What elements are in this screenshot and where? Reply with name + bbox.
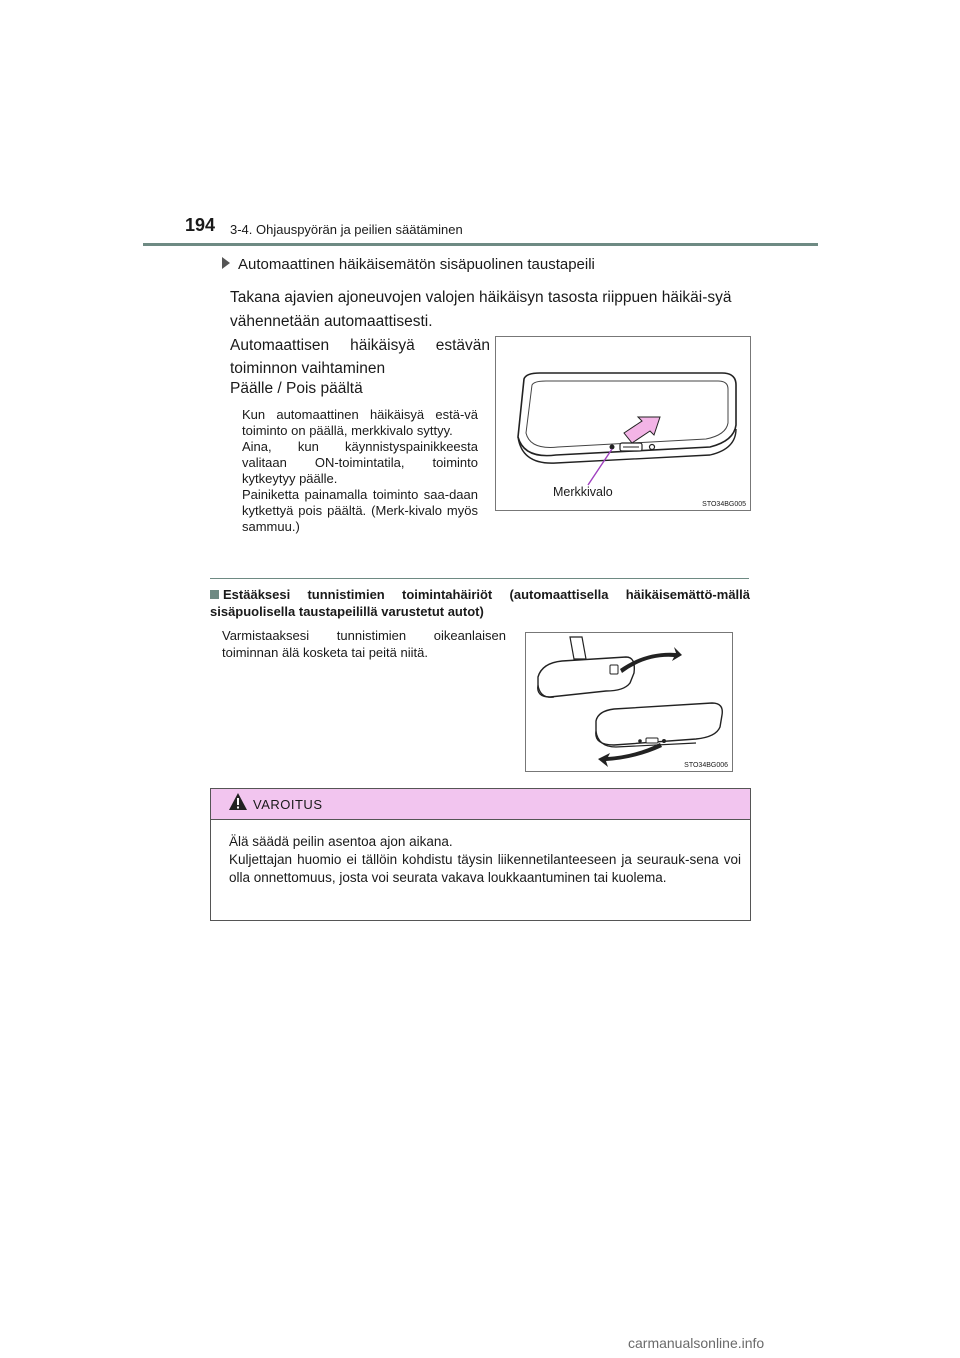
figure-code: STO34BG006 xyxy=(684,762,728,769)
warning-header xyxy=(211,789,750,820)
section-title: 3-4. Ohjauspyörän ja peilien säätäminen xyxy=(230,222,463,237)
watermark: carmanualsonline.info xyxy=(628,1335,765,1351)
on-off-label: Päälle / Pois päältä xyxy=(230,380,363,397)
note-body: Varmistaaksesi tunnistimien oikeanlaisen toiminnan älä kosketa tai peitä niitä. xyxy=(222,628,506,660)
warning-text: Älä säädä peilin asentoa ajon aikana. Kuljettajan huomio ei tällöin kohdistu täysin liikennetilanteeseen ja seurauk-sena voi olla onnettomuus, josta voi seurata vakava loukkaantuminen tai kuolema. xyxy=(229,834,741,885)
sensor-figure xyxy=(525,632,733,772)
warning-box xyxy=(210,788,751,921)
header-divider xyxy=(143,243,818,246)
triangle-bullet-icon xyxy=(222,257,230,269)
figure-code: STO34BG005 xyxy=(702,501,746,508)
description-text: Kun automaattinen häikäisyä estä-vä toiminto on päällä, merkkivalo syttyy. Aina, kun käynnistyspainikkeesta valitaan ON-toimintatila, toiminto kytkeytyy päälle. Painiketta painamalla toiminto saa-daan kytkettyä pois päältä. (Merk-kivalo myös sammuu.) xyxy=(242,407,478,534)
mirror-sensors-illustration xyxy=(526,633,732,771)
page-number: 194 xyxy=(185,215,216,235)
section-divider xyxy=(210,578,749,579)
indicator-label: Merkkivalo xyxy=(553,485,613,499)
note-heading-text: Estääksesi tunnistimien toimintahäiriöt (automaattisella häikäisemättö-mällä sisäpuolisella taustapeilillä varustetut autot) xyxy=(210,587,750,619)
section-heading-text: Automaattinen häikäisemätön sisäpuolinen taustapeili xyxy=(238,256,595,273)
section-heading xyxy=(222,256,595,273)
warning-icon xyxy=(228,792,248,812)
note-heading xyxy=(210,586,750,620)
square-bullet-icon xyxy=(210,590,219,599)
mirror-figure xyxy=(495,336,751,511)
warning-label: VAROITUS xyxy=(253,797,323,812)
rearview-mirror-illustration xyxy=(496,337,750,510)
intro-paragraph: Takana ajavien ajoneuvojen valojen häikäisyn tasosta riippuen häikäi-syä vähennetään automaattisesti. xyxy=(230,289,732,330)
switch-title: Automaattisen häikäisyä estävän toiminnon vaihtaminen xyxy=(230,337,490,377)
